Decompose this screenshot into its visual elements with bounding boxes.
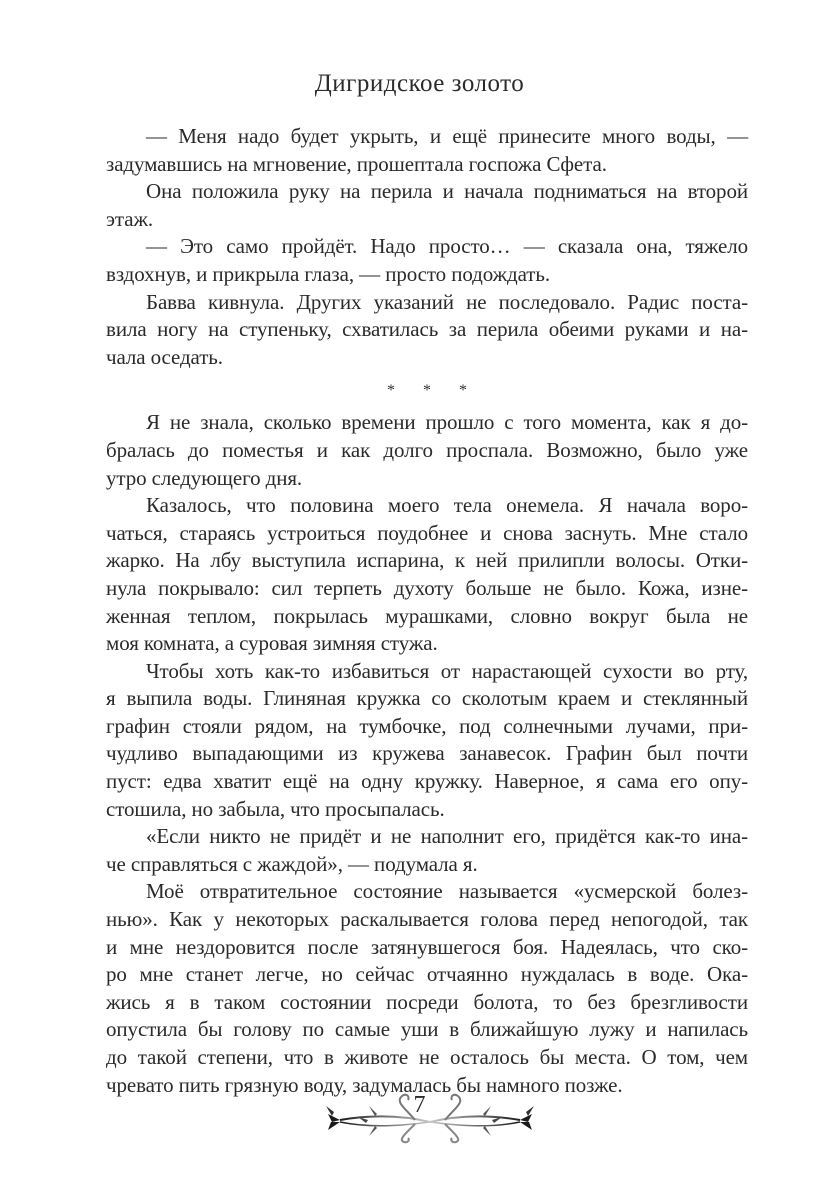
text-line: стошила, но забыла, что просыпалась.: [106, 796, 445, 821]
text-line: и мне нездоровится после затянувшегося боя. Надеялась, что ско-: [106, 934, 748, 959]
text-line: опустила бы голову по самые уши в ближайшую лужу и напилась: [106, 1017, 748, 1042]
paragraph: [106, 178, 748, 233]
text-line: женная теплом, покрылась мурашками, словно вокруг была не: [106, 603, 748, 628]
text-line: «Если никто не придёт и не наполнит его, придётся как-то ина-: [146, 824, 748, 849]
text-line: чала оседать.: [106, 344, 223, 369]
scene-break: * * *: [387, 382, 479, 400]
text-line: Казалось, что половина моего тела онемела. Я начала воро-: [146, 493, 748, 518]
text-line: пуст: едва хватит ещё на одну кружку. Наверное, я сама его опу-: [106, 769, 748, 794]
paragraph: [106, 409, 748, 492]
text-line: я выпила воды. Глиняная кружка со сколотым краем и стеклянный: [106, 686, 748, 711]
text-line: моя комната, а суровая зимняя стужа.: [106, 631, 438, 656]
text-line: Моё отвратительное состояние называется «усмерской болез-: [146, 879, 748, 904]
text-line: — Меня надо будет укрыть, и ещё принесите много воды, —: [146, 124, 748, 148]
text-line: чаться, стараясь устроиться поудобнее и снова заснуть. Мне стало: [106, 520, 748, 545]
page-number: 7: [413, 1092, 426, 1118]
text-line: Она положила руку на перила и начала подниматься на второй: [146, 179, 748, 204]
text-line: утро следующего дня.: [106, 465, 303, 490]
text-line: чудливо выпадающими из кружева занавесок. Графин был почти: [106, 741, 748, 766]
text-line: Чтобы хоть как-то избавиться от нарастающей сухости во рту,: [146, 658, 748, 683]
spacer: [106, 399, 748, 409]
text-line: графин стояли рядом, на тумбочке, под солнечными лучами, при-: [106, 713, 748, 738]
body-text: [106, 123, 748, 1099]
text-line: че справляться с жаждой», — подумала я.: [106, 851, 478, 876]
text-line: чревато пить грязную воду, задумалась бы намного позже.: [106, 1072, 623, 1097]
text-line: этаж.: [106, 206, 154, 231]
paragraph: [106, 233, 748, 288]
text-line: вздохнув, и прикрыла глаза, — просто подождать.: [106, 261, 550, 286]
text-line: нула покрывало: сил терпеть духоту больше не было. Кожа, изне-: [106, 575, 748, 600]
paragraph: [106, 492, 748, 658]
text-line: нью». Как у некоторых раскалывается голова перед непогодой, так: [106, 907, 748, 932]
text-line: ро мне станет легче, но сейчас отчаянно нуждалась в воде. Ока-: [106, 962, 748, 987]
paragraph: [106, 823, 748, 878]
running-head: Дигридское золото: [314, 70, 525, 97]
text-line: жись я в таком состоянии посреди болота, то без брезгливости: [106, 989, 748, 1014]
text-line: — Это само пройдёт. Надо просто… — сказала она, тяжело: [146, 234, 748, 259]
text-line: жарко. На лбу выступила испарина, к ней прилипли волосы. Отки-: [106, 548, 748, 573]
paragraph: [106, 878, 748, 1099]
text-line: Я не знала, сколько времени прошло с того момента, как я до-: [146, 410, 748, 435]
text-line: Бавва кивнула. Других указаний не последовало. Радис поста-: [146, 289, 748, 314]
text-line: вила ногу на ступеньку, схватилась за перила обеими руками и на-: [106, 317, 748, 342]
text-line: задумавшись на мгновение, прошептала госпожа Сфета.: [106, 151, 607, 176]
text-line: до такой степени, что в животе не осталось бы места. О том, чем: [106, 1045, 748, 1069]
paragraph: [106, 658, 748, 824]
paragraph: [106, 289, 748, 372]
text-line: бралась до поместья и как долго проспала. Возможно, было уже: [106, 437, 748, 462]
paragraph: [106, 123, 748, 178]
